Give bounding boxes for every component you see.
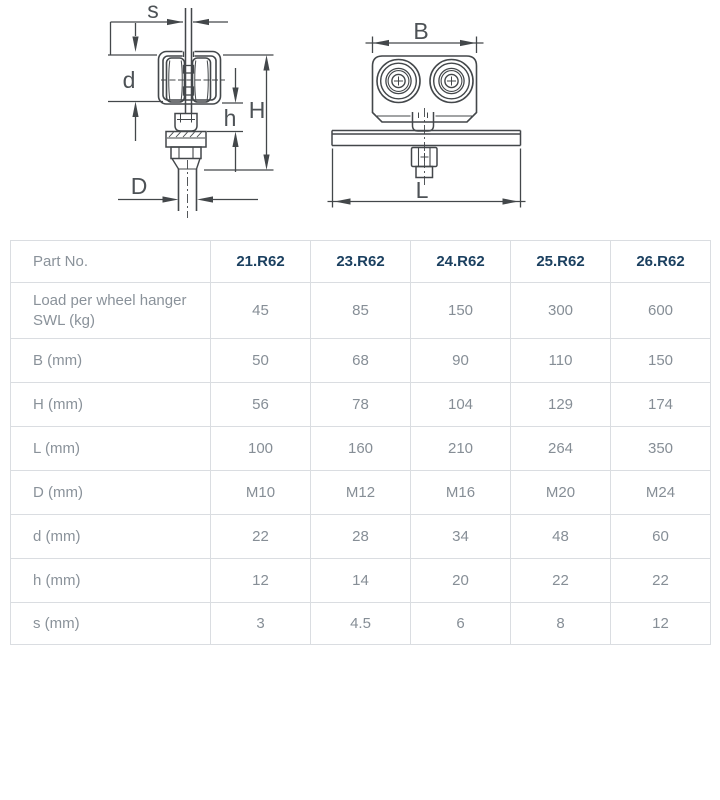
spec-value: 56 (211, 383, 311, 427)
row-label: L (mm) (11, 427, 211, 471)
table-header-row (11, 241, 711, 283)
spec-value: 104 (411, 383, 511, 427)
dim-label-h: h (223, 105, 237, 131)
spec-value: 150 (411, 283, 511, 339)
spec-table (10, 240, 711, 645)
spec-value: 78 (311, 383, 411, 427)
l-dim-arrow-left (335, 198, 351, 204)
dim-label-d: d (122, 67, 136, 93)
spec-value: 68 (311, 339, 411, 383)
spec-value: 60 (611, 515, 711, 559)
big-d-dim-arrow-left (163, 196, 179, 202)
table-row-load (11, 283, 711, 339)
h-dim-arrow-top (232, 88, 238, 104)
b-dim-arrow-left (373, 40, 389, 46)
spec-value: 210 (411, 427, 511, 471)
table-row-s (11, 603, 711, 645)
rail-plate (332, 131, 521, 146)
table-row-B (11, 339, 711, 383)
spec-value: M10 (211, 471, 311, 515)
b-dim-arrow-right (460, 40, 476, 46)
row-label: s (mm) (11, 603, 211, 645)
l-dim-arrow-right (503, 198, 519, 204)
spec-value: 3 (211, 603, 311, 645)
spec-value: 22 (611, 559, 711, 603)
big-d-dim-arrow-right (197, 196, 213, 202)
spec-value: 150 (611, 339, 711, 383)
dim-label-B: B (413, 18, 429, 44)
spec-value: 264 (511, 427, 611, 471)
h-cap-dim-arrow-top (263, 55, 269, 71)
table-row-h (11, 559, 711, 603)
spec-value: 22 (511, 559, 611, 603)
technical-drawing (0, 0, 720, 235)
clevis (175, 114, 197, 132)
dim-label-D: D (130, 173, 148, 199)
spec-value: 50 (211, 339, 311, 383)
table-row-D (11, 471, 711, 515)
table-row-d (11, 515, 711, 559)
channel-slot-gap (183, 47, 195, 59)
lower-hex (171, 147, 201, 159)
side-view-right-wheel (430, 60, 473, 103)
spec-value: 110 (511, 339, 611, 383)
spec-value: 8 (511, 603, 611, 645)
row-label: D (mm) (11, 471, 211, 515)
part-number-24R62: 24.R62 (411, 241, 511, 283)
s-dim-arrow-left (167, 19, 183, 25)
spec-value: M16 (411, 471, 511, 515)
h-dim-arrow-bottom (232, 132, 238, 148)
spec-value: 129 (511, 383, 611, 427)
spec-value: 160 (311, 427, 411, 471)
side-view-left-wheel (377, 60, 420, 103)
spec-value: 100 (211, 427, 311, 471)
hanger-strap (186, 8, 192, 114)
spec-value: 34 (411, 515, 511, 559)
side-view-drawing (328, 18, 526, 208)
s-dim-arrow-right (193, 19, 209, 25)
part-number-21R62: 21.R62 (211, 241, 311, 283)
spec-value: 350 (611, 427, 711, 471)
dim-label-H: H (248, 97, 266, 123)
spec-value: 300 (511, 283, 611, 339)
part-no-header: Part No. (11, 241, 211, 283)
row-label: d (mm) (11, 515, 211, 559)
spec-value: 45 (211, 283, 311, 339)
part-number-25R62: 25.R62 (511, 241, 611, 283)
spec-value: 20 (411, 559, 511, 603)
table-row-L (11, 427, 711, 471)
d-dim-arrow-bottom (132, 102, 138, 118)
spec-value: M24 (611, 471, 711, 515)
wheel-hanger-drawing (0, 0, 720, 235)
table-row-H (11, 383, 711, 427)
part-number-26R62: 26.R62 (611, 241, 711, 283)
spec-value: 12 (211, 559, 311, 603)
spec-value: 12 (611, 603, 711, 645)
spec-value: 90 (411, 339, 511, 383)
d-dim-arrow-top (132, 37, 138, 53)
dim-label-L: L (415, 177, 429, 203)
spec-value: 22 (211, 515, 311, 559)
row-label: h (mm) (11, 559, 211, 603)
row-label: Load per wheel hanger SWL (kg) (11, 283, 211, 339)
spec-value: 48 (511, 515, 611, 559)
row-label: B (mm) (11, 339, 211, 383)
spec-value: M12 (311, 471, 411, 515)
h-cap-dim-arrow-bottom (263, 155, 269, 171)
spec-value: 4.5 (311, 603, 411, 645)
spec-value: 85 (311, 283, 411, 339)
spec-value: 14 (311, 559, 411, 603)
part-number-23R62: 23.R62 (311, 241, 411, 283)
spec-value: 6 (411, 603, 511, 645)
spec-value: 600 (611, 283, 711, 339)
row-label: H (mm) (11, 383, 211, 427)
spec-value: 28 (311, 515, 411, 559)
spec-value: 174 (611, 383, 711, 427)
spec-value: M20 (511, 471, 611, 515)
dim-label-s: s (147, 0, 159, 23)
front-view-drawing (108, 0, 274, 218)
